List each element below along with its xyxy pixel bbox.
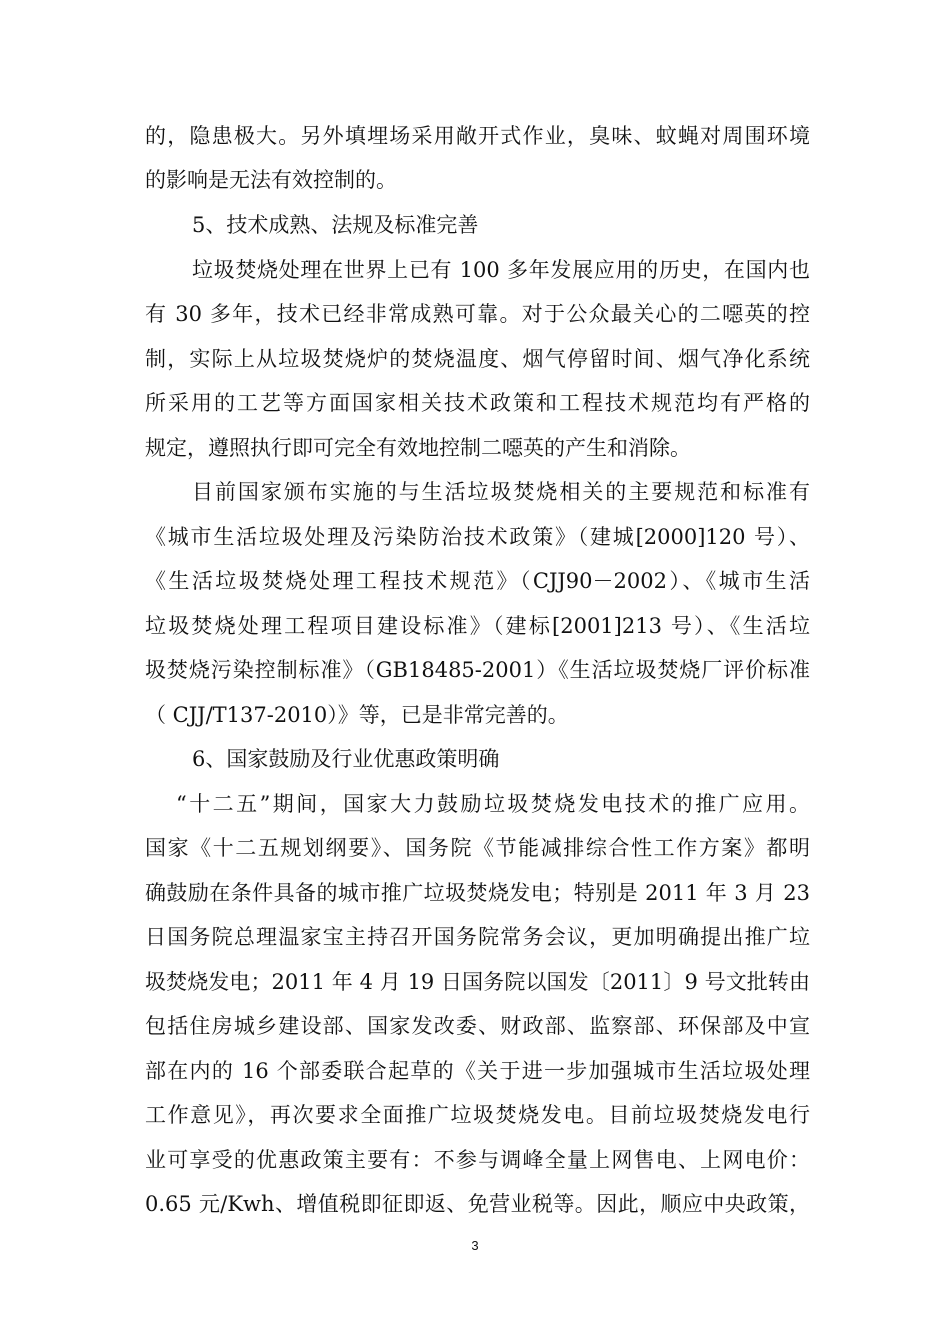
text-line-19: 日国务院总理温家宝主持召开国务院常务会议，更加明确提出推广垃 (145, 925, 810, 949)
text-line-7: 所采用的工艺等方面国家相关技术政策和工程技术规范均有严格的 (145, 391, 810, 415)
text-line-16: “十二五”期间，国家大力鼓励垃圾焚烧发电技术的推广应用。 (176, 792, 810, 816)
text-line-12: 垃圾焚烧处理工程项目建设标准》（建标[2001]213 号）、《生活垃 (145, 614, 810, 638)
text-line-2: 的影响是无法有效控制的。 (145, 168, 397, 192)
text-line-18: 确鼓励在条件具备的城市推广垃圾焚烧发电；特别是 2011 年 3 月 23 (145, 881, 810, 905)
text-line-23: 工作意见》，再次要求全面推广垃圾焚烧发电。目前垃圾焚烧发电行 (145, 1103, 810, 1127)
text-line-1: 的，隐患极大。另外填埋场采用敞开式作业，臭味、蚊蝇对周围环境 (145, 124, 810, 148)
text-line-9: 目前国家颁布实施的与生活垃圾焚烧相关的主要规范和标准有 (192, 480, 810, 504)
text-line-22: 部在内的 16 个部委联合起草的《关于进一步加强城市生活垃圾处理 (145, 1059, 810, 1083)
text-line-6: 制，实际上从垃圾焚烧炉的焚烧温度、烟气停留时间、烟气净化系统 (145, 347, 810, 371)
text-line-11: 《生活垃圾焚烧处理工程技术规范》（CJJ90－2002）、《城市生活 (145, 569, 810, 593)
text-line-13: 圾焚烧污染控制标准》（GB18485-2001）《生活垃圾焚烧厂评价标准 (145, 658, 810, 682)
text-line-10: 《城市生活垃圾处理及污染防治技术政策》（建城[2000]120 号）、 (145, 525, 810, 549)
text-line-17: 国家《十二五规划纲要》、国务院《节能减排综合性工作方案》都明 (145, 836, 810, 860)
section-heading-6: 6、国家鼓励及行业优惠政策明确 (192, 747, 500, 771)
section-heading-5: 5、技术成熟、法规及标准完善 (192, 213, 479, 237)
text-line-24: 业可享受的优惠政策主要有：不参与调峰全量上网售电、上网电价： (145, 1148, 810, 1172)
text-line-21: 包括住房城乡建设部、国家发改委、财政部、监察部、环保部及中宣 (145, 1014, 810, 1038)
text-line-25: 0.65 元/Kwh、增值税即征即返、免营业税等。因此，顺应中央政策， (145, 1192, 810, 1216)
text-line-14: （ CJJ/T137-2010）》等，已是非常完善的。 (145, 703, 569, 727)
page-number: 3 (471, 1238, 479, 1253)
text-line-20: 圾焚烧发电；2011 年 4 月 19 日国务院以国发〔2011〕9 号文批转由 (145, 970, 810, 994)
text-line-8: 规定，遵照执行即可完全有效地控制二噁英的产生和消除。 (145, 436, 691, 460)
text-line-4: 垃圾焚烧处理在世界上已有 100 多年发展应用的历史，在国内也 (192, 258, 810, 282)
text-line-5: 有 30 多年，技术已经非常成熟可靠。对于公众最关心的二噁英的控 (145, 302, 810, 326)
